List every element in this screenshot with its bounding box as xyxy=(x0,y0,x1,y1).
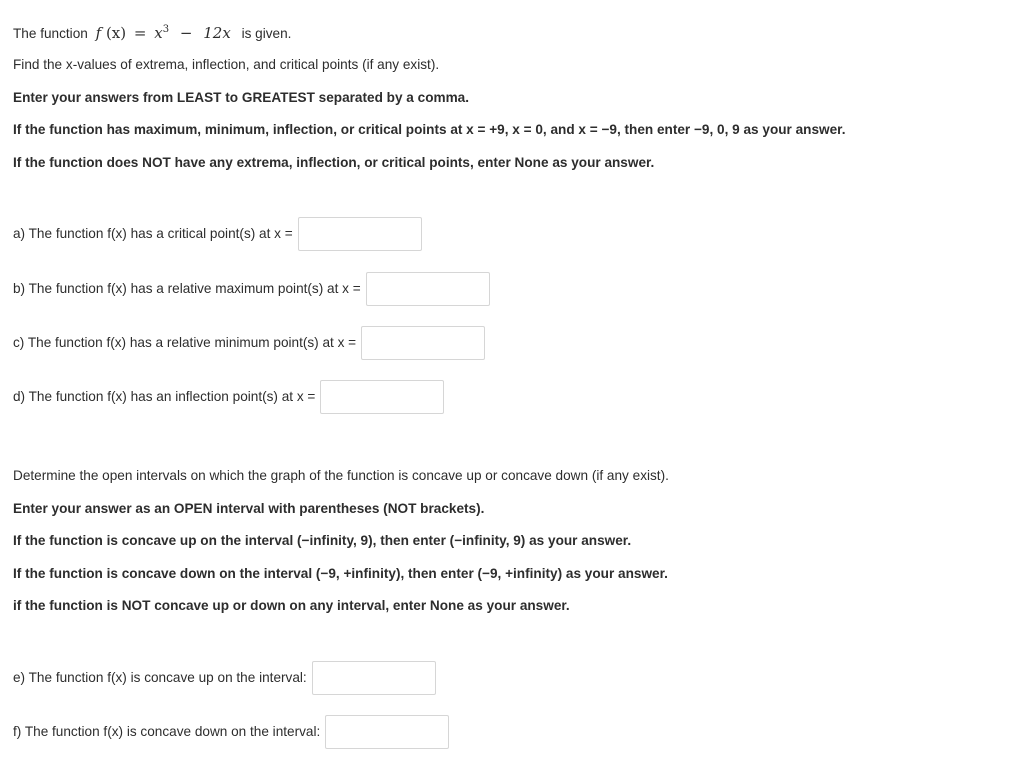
inflection-point-input[interactable] xyxy=(320,380,444,414)
concavity-open-interval: Enter your answer as an OPEN interval with parentheses (NOT brackets). xyxy=(13,501,485,516)
function-formula: f $(x) = x^3 - 12x$ xyxy=(95,24,231,42)
question-c xyxy=(13,326,485,360)
question-d-label: d) The function f(x) has an inflection point(s) at x = xyxy=(13,389,316,404)
instruction-example: If the function has maximum, minimum, inflection, or critical points at x = +9, x = 0, and x = −9, then enter −9, 0, 9 as your answer. xyxy=(13,122,846,137)
relative-minimum-input[interactable] xyxy=(361,326,485,360)
question-e xyxy=(13,661,436,695)
function-prefix: The function xyxy=(13,26,88,41)
instruction-find: Find the x-values of extrema, inflection, and critical points (if any exist). xyxy=(13,57,440,72)
question-a-label: a) The function f(x) has a critical point(s) at x = xyxy=(13,226,293,241)
concavity-none: if the function is NOT concave up or down on any interval, enter None as your answer. xyxy=(13,598,570,613)
question-e-label: e) The function f(x) is concave up on the interval: xyxy=(13,670,307,685)
question-a xyxy=(13,217,422,251)
function-statement xyxy=(13,24,291,43)
critical-points-input[interactable] xyxy=(298,217,422,251)
relative-maximum-input[interactable] xyxy=(366,272,490,306)
concavity-up-example: If the function is concave up on the interval (−infinity, 9), then enter (−infinity, 9) as your answer. xyxy=(13,533,632,548)
instruction-none: If the function does NOT have any extrema, inflection, or critical points, enter None as your answer. xyxy=(13,155,655,170)
question-b xyxy=(13,272,490,306)
question-f-label: f) The function f(x) is concave down on the interval: xyxy=(13,724,321,739)
question-c-label: c) The function f(x) has a relative minimum point(s) at x = xyxy=(13,335,357,350)
function-suffix: is given. xyxy=(241,26,292,41)
question-b-label: b) The function f(x) has a relative maximum point(s) at x = xyxy=(13,281,361,296)
concavity-determine: Determine the open intervals on which the graph of the function is concave up or concave down (if any exist). xyxy=(13,468,669,483)
question-f xyxy=(13,715,449,749)
concave-down-input[interactable] xyxy=(325,715,449,749)
question-d xyxy=(13,380,444,414)
instruction-order: Enter your answers from LEAST to GREATEST separated by a comma. xyxy=(13,90,470,105)
concavity-down-example: If the function is concave down on the interval (−9, +infinity), then enter (−9, +infinity) as your answer. xyxy=(13,566,668,581)
concave-up-input[interactable] xyxy=(312,661,436,695)
